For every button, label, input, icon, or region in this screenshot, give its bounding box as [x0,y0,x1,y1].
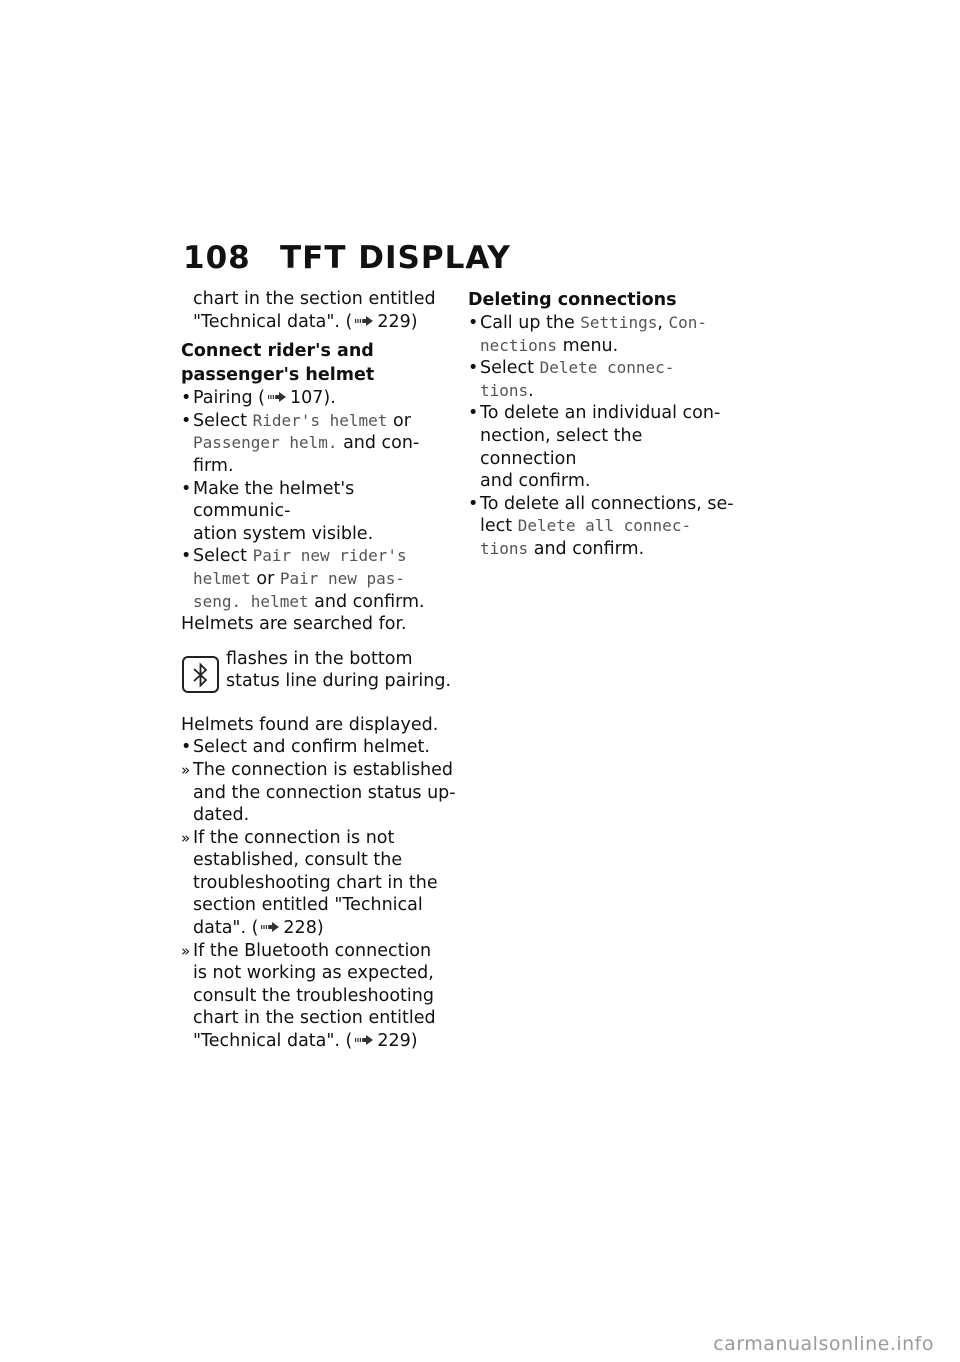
list-item: • Pairing ( 107). [181,387,456,410]
page-reference[interactable]: 229) [377,1031,418,1052]
list-item: • Make the helmet's communic- ation system visible. [181,478,456,546]
menu-option-riders-helmet: Rider's helmet [252,410,388,430]
left-column [181,288,456,1053]
delete-steps-list [468,312,740,561]
result-item: » If the connection is not established, consult the troubleshooting chart in the section entitled "Technical data". ( 228) [181,827,456,940]
found-text: Helmets found are displayed. [181,714,439,735]
list-item: • Select Rider's helmet or Passenger helm. and con- firm. [181,410,456,478]
bluetooth-note: flashes in the bottom status line during pairing. [181,648,456,704]
section-heading-connect-helmet: Connect rider's and passenger's helmet [181,341,375,386]
searched-text: Helmets are searched for. [181,614,407,635]
list-item: • Select Delete connec- tions. [468,357,740,402]
page-reference[interactable]: 228) [283,918,324,939]
bluetooth-icon [182,656,219,693]
list-item: • Call up the Settings, Con- nections menu. [468,312,740,357]
arrow-reference-icon [354,1030,374,1042]
menu-option-settings: Settings [580,313,658,332]
arrow-reference-icon [260,917,280,929]
list-item: • Select Pair new rider's helmet or Pair new pas- seng. helmet and confirm. [181,545,456,613]
page-title: TFT DISPLAY [280,240,511,276]
result-item: » If the Bluetooth connection is not working as expected, consult the troubleshooting chart in the section entitled "Technical data". ( 229) [181,940,456,1053]
menu-option-delete-connections: Delete connec- [539,358,675,378]
arrow-reference-icon [267,387,287,399]
result-list [181,736,456,1052]
watermark-footer: carmanualsonline.info [713,1333,934,1355]
menu-option-passenger-helmet: Passenger helm. [193,433,338,453]
menu-option-connections: Con- [668,313,708,332]
result-item: » The connection is established and the connection status up- dated. [181,759,456,827]
page-reference[interactable]: 107). [290,388,336,409]
menu-option-pair-riders-helmet: Pair new rider's [252,546,407,566]
connect-steps-list [181,387,456,613]
list-item: • To delete all connections, se- lect Delete all connec- tions and confirm. [468,493,740,561]
page-number: 108 [183,240,251,276]
list-item: • To delete an individual con- nection, select the connection and confirm. [468,402,740,492]
menu-option-pair-passenger-helmet: Pair new pas- [279,568,406,588]
list-item: • Select and confirm helmet. [181,736,456,759]
section-heading-deleting-connections: Deleting connections [468,290,677,310]
page-reference[interactable]: 229) [377,311,418,332]
arrow-reference-icon [354,311,374,323]
menu-option-delete-all-connections: Delete all connec- [517,516,692,536]
right-column [468,288,740,561]
intro-text: chart in the section entitled "Technical data". ( 229) [193,289,436,332]
